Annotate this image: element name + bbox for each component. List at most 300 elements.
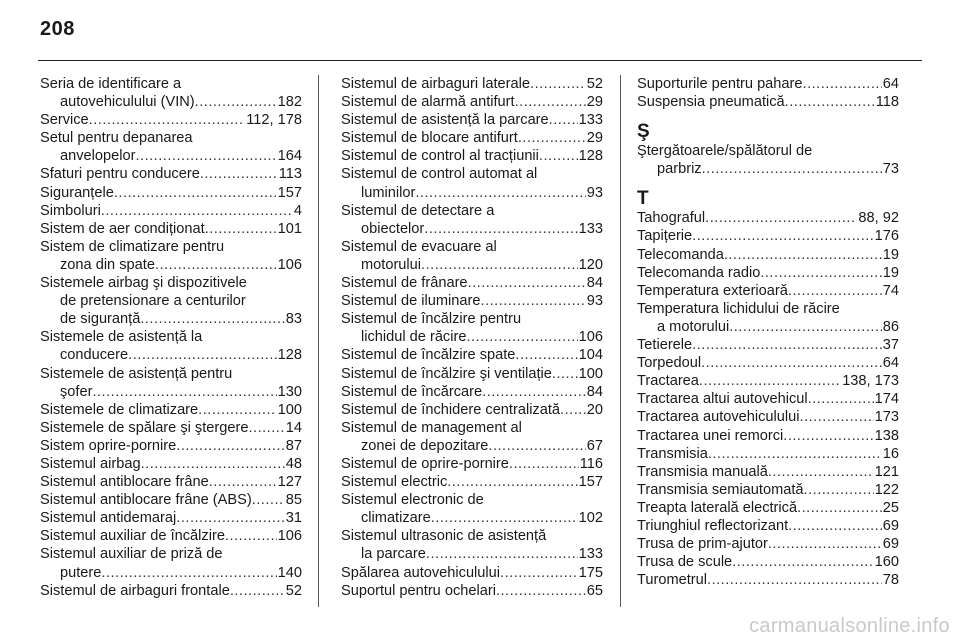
dot-leader	[496, 582, 586, 600]
index-entry	[40, 401, 302, 419]
dot-leader	[482, 383, 586, 401]
index-entry	[637, 499, 899, 517]
index-entry-line	[40, 564, 302, 582]
dot-leader	[692, 336, 882, 354]
watermark: carmanualsonline.info	[749, 615, 950, 637]
index-entry	[637, 246, 899, 264]
index-term: Sistemul airbag	[40, 455, 141, 472]
page-reference: 120	[578, 256, 603, 273]
dot-leader	[426, 545, 578, 563]
index-entry-line	[341, 147, 603, 165]
index-term: Trusa de scule	[637, 554, 733, 571]
dot-leader	[195, 93, 277, 111]
index-term: Sistemele de spălare şi ştergere	[40, 419, 249, 436]
index-entry-line	[341, 437, 603, 455]
index-entry-line	[637, 499, 899, 517]
index-entry-line	[341, 129, 603, 147]
dot-leader	[431, 509, 578, 527]
index-entry-line	[40, 165, 302, 183]
index-column-2	[341, 75, 603, 600]
index-entry-line	[637, 481, 899, 499]
index-term: Sistemul de iluminare	[341, 293, 481, 310]
index-term: Sfaturi pentru conducere	[40, 166, 200, 183]
index-entry-line	[341, 220, 603, 238]
index-entry-line	[40, 383, 302, 401]
index-term: Sistemul ultrasonic de asistență	[341, 528, 547, 545]
dot-leader	[466, 328, 577, 346]
index-entry	[40, 437, 302, 455]
page-reference: 174	[874, 391, 899, 408]
index-term: Sistemele de asistență pentru	[40, 365, 233, 382]
letter-heading: T	[637, 188, 649, 210]
page-reference: 112, 178	[246, 112, 302, 129]
header-rule	[38, 60, 922, 61]
index-entry-line	[40, 527, 302, 545]
index-term: Sistem de aer condiționat	[40, 220, 205, 237]
index-term: Sistemul antidemaraj	[40, 510, 177, 527]
index-entry	[341, 401, 603, 419]
page-reference: 69	[882, 517, 899, 534]
index-term: Seria de identificare a	[40, 76, 182, 92]
index-entry	[40, 527, 302, 545]
index-entry	[637, 227, 899, 245]
page-reference: 138	[874, 427, 899, 444]
index-entry	[40, 509, 302, 527]
index-term: Service	[40, 112, 89, 129]
dot-leader	[140, 310, 284, 328]
index-term: Sistemele de climatizare	[40, 401, 199, 418]
index-term: parbriz	[657, 161, 702, 178]
dot-leader	[702, 160, 882, 178]
index-term: Sistemul de control automat al	[341, 166, 538, 183]
index-entry-line	[40, 437, 302, 455]
index-entry-line	[40, 310, 302, 328]
page-reference: 19	[882, 264, 899, 281]
index-entry	[341, 491, 603, 527]
page-reference: 86	[882, 318, 899, 335]
index-entry-line	[40, 455, 302, 473]
page-reference: 65	[586, 582, 603, 599]
index-entry	[40, 165, 302, 183]
index-term: motorului	[361, 256, 422, 273]
dot-leader	[101, 564, 276, 582]
index-term: putere	[60, 564, 102, 581]
index-term: Suspensia pneumatică	[637, 94, 785, 111]
dot-leader	[783, 427, 873, 445]
page-reference: 157	[277, 184, 302, 201]
page-reference: 64	[882, 355, 899, 372]
page-reference: 85	[285, 492, 302, 509]
index-term: Sistemele airbag şi dispozitivele	[40, 275, 247, 292]
index-entry	[637, 571, 899, 589]
dot-leader	[141, 455, 285, 473]
page-reference: 122	[874, 481, 899, 498]
index-entry	[637, 517, 899, 535]
index-term: Sistemul de alarmă antifurt	[341, 94, 515, 111]
page-reference: 48	[285, 455, 302, 472]
index-entry-line	[341, 401, 603, 419]
index-entry-line	[341, 527, 603, 545]
index-term: la parcare	[361, 546, 426, 563]
index-entry-line	[40, 509, 302, 527]
index-entry	[637, 463, 899, 481]
index-term: Sistemul antiblocare frâne (ABS)	[40, 492, 252, 509]
page-reference: 127	[277, 474, 302, 491]
index-entry-line	[341, 346, 603, 364]
index-entry	[341, 93, 603, 111]
dot-leader	[198, 401, 276, 419]
index-term: Sistemul auxiliar de încălzire	[40, 528, 225, 545]
page-reference: 140	[277, 564, 302, 581]
page-reference: 37	[882, 337, 899, 354]
page-reference: 128	[578, 148, 603, 165]
index-entry-line	[637, 571, 899, 589]
dot-leader	[515, 93, 586, 111]
index-entry-line	[40, 202, 302, 220]
index-entry	[637, 93, 899, 111]
index-entry-line	[40, 365, 302, 383]
index-entry	[341, 383, 603, 401]
page-reference: 83	[285, 311, 302, 328]
index-term: şofer	[60, 383, 93, 400]
index-term: Sistemul electric	[341, 474, 448, 491]
index-term: Torpedoul	[637, 355, 702, 372]
page-reference: 19	[882, 246, 899, 263]
dot-leader	[760, 264, 881, 282]
dot-leader	[705, 209, 857, 227]
index-term: Simboluri	[40, 202, 101, 219]
index-term: Telecomanda	[637, 246, 724, 263]
dot-leader	[560, 401, 586, 419]
dot-leader	[804, 481, 874, 499]
index-entry	[341, 202, 603, 238]
index-entry-line	[40, 401, 302, 419]
index-entry-line	[341, 202, 603, 220]
index-entry	[341, 129, 603, 147]
page-reference: 14	[285, 419, 302, 436]
page-reference: 20	[586, 401, 603, 418]
dot-leader	[785, 93, 875, 111]
page-reference: 88, 92	[858, 210, 899, 227]
index-entry	[637, 427, 899, 445]
index-term: Suportul pentru ochelari	[341, 582, 496, 599]
page-reference: 84	[586, 275, 603, 292]
dot-leader	[421, 256, 578, 274]
index-entry	[40, 455, 302, 473]
index-term: Siguranțele	[40, 184, 114, 201]
page-reference: 160	[874, 554, 899, 571]
page-reference: 176	[874, 228, 899, 245]
page-reference: 175	[578, 564, 603, 581]
index-entry	[637, 142, 899, 178]
index-entry	[341, 473, 603, 491]
index-entry-line	[40, 129, 302, 147]
index-term: conducere	[60, 347, 129, 364]
index-entry	[637, 300, 899, 336]
index-entry	[40, 419, 302, 437]
page-reference: 102	[578, 510, 603, 527]
index-entry-line	[637, 264, 899, 282]
index-entry-line	[40, 328, 302, 346]
dot-leader	[701, 354, 882, 372]
dot-leader	[724, 246, 882, 264]
index-entry-line	[341, 93, 603, 111]
index-term: Turometrul	[637, 572, 708, 589]
page-reference: 121	[874, 463, 899, 480]
index-term: Sistemul de oprire-pornire	[341, 455, 509, 472]
index-entry	[637, 408, 899, 426]
index-entry	[341, 582, 603, 600]
dot-leader	[252, 491, 285, 509]
index-term: Sistemul de control al tracțiunii	[341, 148, 539, 165]
index-entry	[637, 354, 899, 372]
index-term: Sistemul de management al	[341, 419, 522, 436]
index-entry-line	[637, 463, 899, 481]
index-entry	[341, 455, 603, 473]
index-entry	[40, 582, 302, 600]
index-term: Tetierele	[637, 337, 693, 354]
index-entry-line	[40, 545, 302, 563]
dot-leader	[447, 473, 577, 491]
index-term: Sistemul de încălzire spate	[341, 347, 516, 364]
index-entry-line	[637, 75, 899, 93]
index-entry-line	[637, 282, 899, 300]
index-entry	[341, 346, 603, 364]
dot-leader	[135, 147, 276, 165]
page-reference: 182	[277, 94, 302, 111]
index-entry-line	[637, 336, 899, 354]
dot-leader	[539, 147, 578, 165]
index-entry	[637, 481, 899, 499]
page-number: 208	[40, 18, 75, 40]
index-term: Triunghiul reflectorizant	[637, 517, 789, 534]
page-reference: 138, 173	[842, 373, 899, 390]
index-entry	[341, 310, 603, 346]
dot-leader	[92, 383, 276, 401]
index-entry-line	[637, 390, 899, 408]
index-entry	[637, 553, 899, 571]
index-entry-line	[637, 372, 899, 390]
index-term: Sistemul de încălzire şi ventilație	[341, 365, 552, 382]
index-entry	[637, 372, 899, 390]
index-entry-line	[40, 75, 302, 93]
index-term: Tractarea altui autovehicul	[637, 391, 808, 408]
index-entry-line	[637, 142, 899, 160]
dot-leader	[808, 390, 874, 408]
index-entry-line	[341, 582, 603, 600]
index-entry-line	[341, 455, 603, 473]
index-term: Temperatura exterioară	[637, 282, 788, 299]
index-term: Trusa de prim-ajutor	[637, 536, 768, 553]
dot-leader	[128, 346, 276, 364]
index-entry-line	[341, 365, 603, 383]
index-entry	[637, 390, 899, 408]
index-entry	[40, 129, 302, 165]
dot-leader	[800, 408, 874, 426]
page-reference: 29	[586, 130, 603, 147]
page-reference: 101	[277, 220, 302, 237]
index-entry	[40, 220, 302, 238]
index-term: Sistemul de asistență la parcare	[341, 112, 549, 129]
index-entry	[637, 336, 899, 354]
index-entry	[341, 111, 603, 129]
index-entry	[341, 165, 603, 201]
index-entry-line	[341, 509, 603, 527]
index-entry-line	[341, 328, 603, 346]
index-entry-line	[40, 491, 302, 509]
dot-leader	[518, 129, 586, 147]
index-entry-line	[40, 582, 302, 600]
index-entry-line	[637, 354, 899, 372]
dot-leader	[788, 517, 882, 535]
index-entry	[341, 238, 603, 274]
dot-leader	[205, 220, 277, 238]
index-term: Setul pentru depanarea	[40, 130, 193, 147]
dot-leader	[509, 455, 579, 473]
index-entry-line	[341, 184, 603, 202]
dot-leader	[788, 282, 882, 300]
index-entry-line	[341, 473, 603, 491]
dot-leader	[515, 346, 577, 364]
index-term: Transmisia	[637, 445, 708, 462]
index-entry-line	[40, 292, 302, 310]
index-entry-line	[40, 147, 302, 165]
index-term: lichidul de răcire	[361, 329, 467, 346]
index-term: Sistemul de încălzire pentru	[341, 311, 522, 328]
index-entry	[40, 491, 302, 509]
index-entry	[637, 282, 899, 300]
index-entry	[40, 238, 302, 274]
index-term: a motorului	[657, 318, 730, 335]
index-entry-line	[341, 238, 603, 256]
index-entry-line	[637, 160, 899, 178]
index-entry-line	[637, 300, 899, 318]
dot-leader	[530, 75, 586, 93]
index-term: Temperatura lichidului de răcire	[637, 300, 840, 317]
index-entry	[341, 365, 603, 383]
page-reference: 133	[578, 546, 603, 563]
index-entry-line	[637, 318, 899, 336]
page-reference: 87	[285, 437, 302, 454]
index-column-3	[637, 75, 899, 589]
dot-leader	[552, 365, 578, 383]
index-term: de siguranță	[60, 311, 141, 328]
index-entry	[40, 473, 302, 491]
index-entry-line	[40, 419, 302, 437]
index-entry-line	[40, 256, 302, 274]
page-reference: 128	[277, 347, 302, 364]
page-reference: 84	[586, 383, 603, 400]
dot-leader	[176, 437, 285, 455]
dot-leader	[768, 463, 874, 481]
dot-leader	[155, 256, 277, 274]
index-term: autovehiculului (VIN)	[60, 94, 195, 111]
index-term: Sistemul de frânare	[341, 275, 468, 292]
dot-leader	[101, 202, 293, 220]
page-reference: 69	[882, 536, 899, 553]
index-entry-line	[637, 535, 899, 553]
dot-leader	[692, 227, 873, 245]
page-reference: 106	[277, 256, 302, 273]
index-term: Sistem oprire-pornire	[40, 437, 177, 454]
index-entry-line	[341, 111, 603, 129]
index-entry-line	[637, 445, 899, 463]
index-term: Transmisia manuală	[637, 463, 768, 480]
page-reference: 4	[293, 202, 302, 219]
index-entry	[637, 535, 899, 553]
dot-leader	[549, 111, 578, 129]
page-reference: 133	[578, 112, 603, 129]
dot-leader	[768, 535, 882, 553]
index-entry-line	[637, 427, 899, 445]
index-entry-line	[341, 383, 603, 401]
index-entry	[40, 184, 302, 202]
index-term: climatizare	[361, 510, 431, 527]
dot-leader	[248, 419, 284, 437]
index-term: Tapițerie	[637, 228, 693, 245]
index-term: Sistemul de încărcare	[341, 383, 483, 400]
index-entry	[341, 75, 603, 93]
index-entry	[341, 527, 603, 563]
dot-leader	[209, 473, 277, 491]
index-term: Sistemul de blocare antifurt	[341, 130, 518, 147]
index-term: Sistemul antiblocare frâne	[40, 474, 209, 491]
index-term: anvelopelor	[60, 148, 136, 165]
page-reference: 93	[586, 184, 603, 201]
dot-leader	[114, 184, 277, 202]
dot-leader	[729, 318, 882, 336]
page-reference: 64	[882, 76, 899, 92]
page-reference: 106	[578, 329, 603, 346]
page-reference: 74	[882, 282, 899, 299]
dot-leader	[424, 220, 577, 238]
index-entry-line	[40, 111, 302, 129]
dot-leader	[803, 75, 882, 93]
page-reference: 67	[586, 437, 603, 454]
index-entry-line	[40, 346, 302, 364]
index-entry	[341, 274, 603, 292]
index-entry	[341, 292, 603, 310]
index-term: de pretensionare a centurilor	[60, 293, 246, 310]
page-reference: 106	[277, 528, 302, 545]
index-entry-line	[341, 256, 603, 274]
index-entry-line	[40, 473, 302, 491]
dot-leader	[415, 184, 585, 202]
index-entry-line	[637, 246, 899, 264]
dot-leader	[230, 582, 285, 600]
dot-leader	[225, 527, 277, 545]
index-term: luminilor	[361, 184, 416, 201]
index-entry-line	[40, 238, 302, 256]
index-entry-line	[341, 310, 603, 328]
index-term: zona din spate	[60, 256, 155, 273]
page-reference: 31	[285, 510, 302, 527]
dot-leader	[468, 274, 586, 292]
index-entry	[40, 202, 302, 220]
page-reference: 164	[277, 148, 302, 165]
dot-leader	[200, 165, 278, 183]
index-entry	[40, 365, 302, 401]
dot-leader	[481, 292, 586, 310]
index-term: Spălarea autovehiculului	[341, 564, 501, 581]
page-reference: 25	[882, 499, 899, 516]
index-entry-line	[637, 553, 899, 571]
index-term: Sistemul electronic de	[341, 492, 484, 509]
dot-leader	[732, 553, 873, 571]
index-entry	[40, 274, 302, 328]
index-entry-line	[40, 184, 302, 202]
index-column-1	[40, 75, 302, 600]
